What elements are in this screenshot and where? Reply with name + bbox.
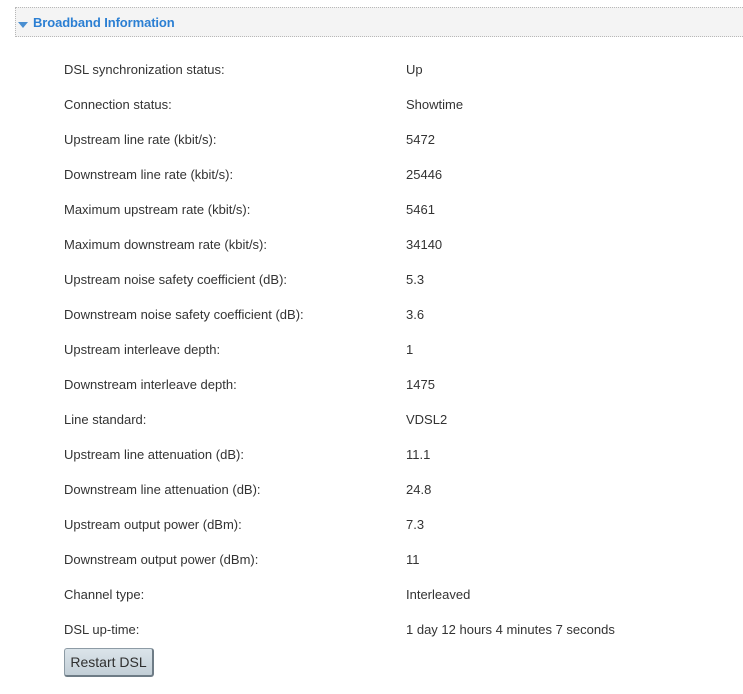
row-value: 24.8 — [406, 482, 432, 497]
info-row-upstream-interleave-depth — [0, 333, 743, 368]
info-row-channel-type — [0, 578, 743, 613]
info-row-upstream-attenuation — [0, 438, 743, 473]
info-row-connection-status — [0, 88, 743, 123]
row-label: Downstream line attenuation (dB): — [64, 482, 261, 497]
row-value: 5472 — [406, 132, 435, 147]
row-value: 1 — [406, 342, 414, 357]
row-value: 11.1 — [406, 447, 431, 462]
row-label: Downstream line rate (kbit/s): — [64, 167, 234, 182]
row-value: 1 day 12 hours 4 minutes 7 seconds — [406, 622, 615, 637]
row-value: VDSL2 — [406, 412, 448, 427]
info-row-dsl-sync-status — [0, 53, 743, 88]
restart-dsl-button[interactable]: Restart DSL — [64, 648, 154, 677]
row-label: Upstream interleave depth: — [64, 342, 221, 357]
info-row-line-standard — [0, 403, 743, 438]
row-value: Up — [406, 62, 423, 77]
row-value: 1475 — [406, 377, 435, 392]
row-label: Maximum downstream rate (kbit/s): — [64, 237, 267, 252]
info-row-upstream-output-power — [0, 508, 743, 543]
row-label: Downstream interleave depth: — [64, 377, 237, 392]
row-value: 11 — [406, 552, 420, 567]
row-value: 5.3 — [406, 272, 425, 287]
row-value: 25446 — [406, 167, 443, 182]
info-row-downstream-attenuation — [0, 473, 743, 508]
row-value: Interleaved — [406, 587, 471, 602]
row-label: Maximum upstream rate (kbit/s): — [64, 202, 251, 217]
row-value: Showtime — [406, 97, 464, 112]
row-label: Upstream noise safety coefficient (dB): — [64, 272, 288, 287]
info-row-max-downstream-rate — [0, 228, 743, 263]
row-value: 7.3 — [406, 517, 425, 532]
info-row-upstream-line-rate — [0, 123, 743, 158]
row-label: Downstream noise safety coefficient (dB): — [64, 307, 304, 322]
row-value: 34140 — [406, 237, 443, 252]
row-label: Channel type: — [64, 587, 145, 602]
row-label: Connection status: — [64, 97, 172, 112]
section-title: Broadband Information — [33, 15, 175, 30]
row-label: DSL up-time: — [64, 622, 140, 637]
row-label: Upstream line rate (kbit/s): — [64, 132, 217, 147]
info-row-downstream-line-rate — [0, 158, 743, 193]
row-label: Upstream line attenuation (dB): — [64, 447, 244, 462]
row-label: Line standard: — [64, 412, 147, 427]
info-row-dsl-uptime — [0, 613, 743, 648]
caret-down-icon[interactable] — [18, 22, 28, 28]
info-row-downstream-noise-margin — [0, 298, 743, 333]
row-label: Downstream output power (dBm): — [64, 552, 259, 567]
row-label: DSL synchronization status: — [64, 62, 225, 77]
info-row-downstream-output-power — [0, 543, 743, 578]
row-value: 3.6 — [406, 307, 425, 322]
info-row-downstream-interleave-depth — [0, 368, 743, 403]
section-header-broadband-information[interactable] — [15, 7, 743, 37]
info-row-upstream-noise-margin — [0, 263, 743, 298]
row-label: Upstream output power (dBm): — [64, 517, 242, 532]
row-value: 5461 — [406, 202, 435, 217]
info-row-max-upstream-rate — [0, 193, 743, 228]
broadband-info-table — [0, 53, 743, 648]
